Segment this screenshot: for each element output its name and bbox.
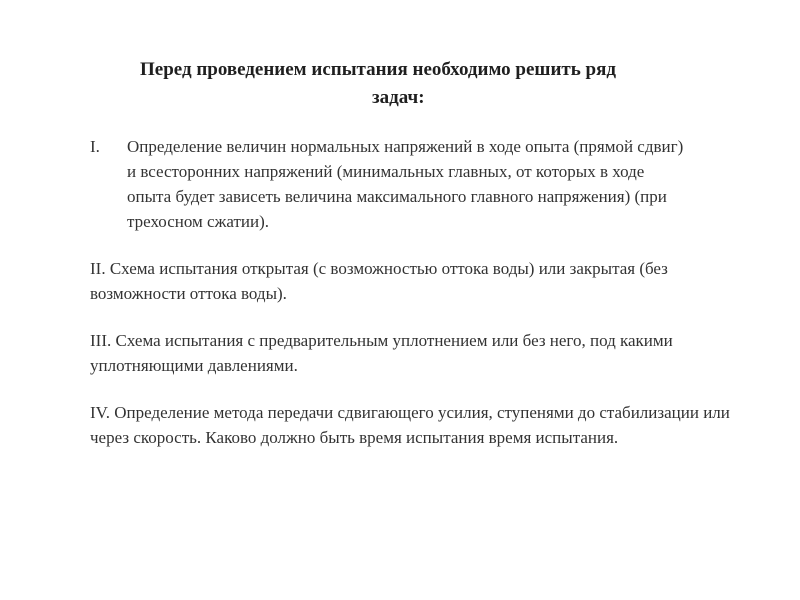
slide-title-line-2: задач: <box>372 87 425 108</box>
slide-title-line-1: Перед проведением испытания необходимо решить ряд <box>140 59 616 80</box>
task-item-3 <box>90 328 730 378</box>
task-item-4-text: Определение метода передачи сдвигающего усилия, ступенями до стабилизации или через скорость. Каково должно быть время испытания время испытания. <box>90 403 730 447</box>
task-item-1 <box>90 134 730 234</box>
task-item-2-text: Схема испытания открытая (с возможностью оттока воды) или закрытая (без возможности оттока воды). <box>90 259 668 303</box>
task-item-4 <box>90 400 730 450</box>
task-item-3-text: Схема испытания с предварительным уплотнением или без него, под какими уплотняющими давлениями. <box>90 331 673 375</box>
task-item-2-number: II. <box>90 259 106 278</box>
task-item-1-number: I. <box>90 137 100 156</box>
slide-title <box>140 56 720 112</box>
task-item-4-number: IV. <box>90 403 110 422</box>
task-item-2 <box>90 256 730 306</box>
task-item-1-text: Определение величин нормальных напряжений в ходе опыта (прямой сдвиг) и всесторонних напряжений (минимальных главных, от которых в ходе опыта будет зависеть величина максимального главного напряжения) (при трехосном сжатии). <box>127 137 684 231</box>
task-item-3-number: III. <box>90 331 112 350</box>
